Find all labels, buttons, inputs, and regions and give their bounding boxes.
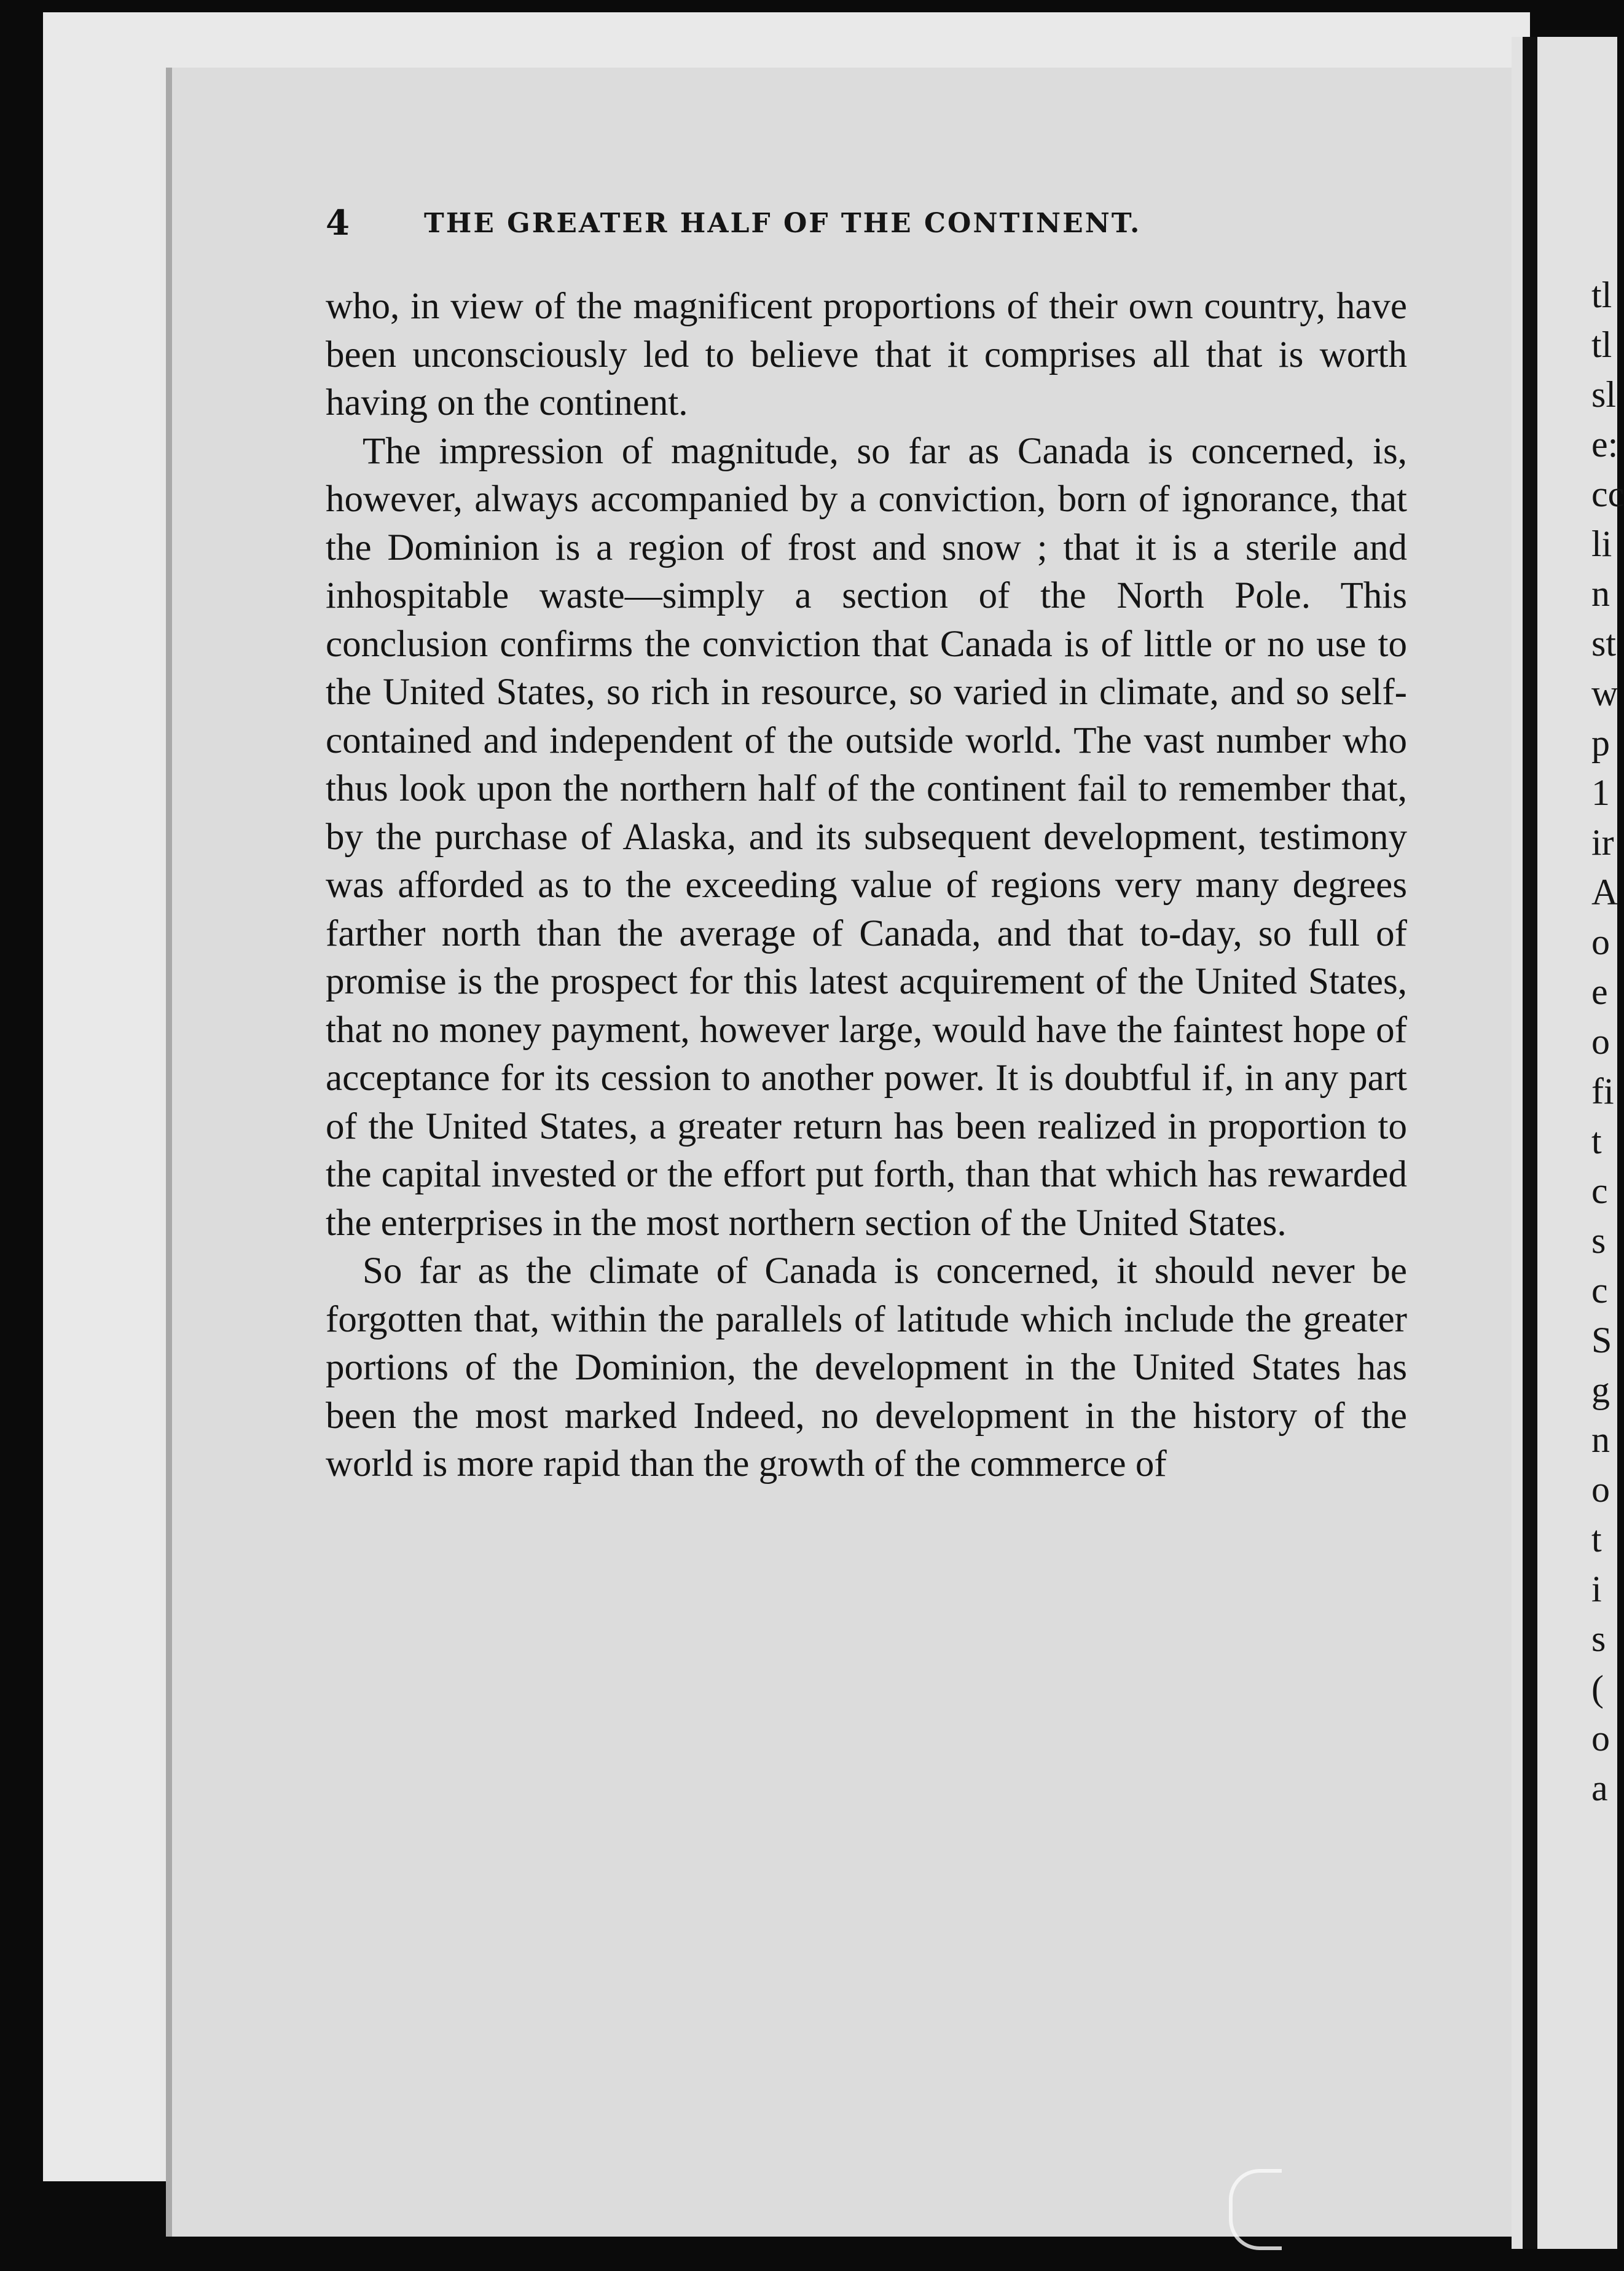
document-page xyxy=(166,68,1539,2237)
facing-page-fragment: c xyxy=(1591,1270,1608,1311)
facing-page-fragment: o xyxy=(1591,1718,1610,1759)
scan-artifact xyxy=(1229,2169,1282,2250)
facing-page-fragment: n xyxy=(1591,573,1610,614)
facing-page-fragment: t xyxy=(1591,1121,1602,1161)
facing-page-fragment: o xyxy=(1591,1469,1610,1510)
facing-page-fragment: S xyxy=(1591,1320,1612,1360)
facing-page-fragment: w xyxy=(1591,673,1618,713)
running-head: THE GREATER HALF OF THE CONTINENT. xyxy=(424,208,1142,239)
facing-page-fragment: cc xyxy=(1591,474,1624,514)
page-gutter xyxy=(1523,37,1537,2249)
facing-page-fragment: 1 xyxy=(1591,772,1610,813)
facing-page-fragment: i xyxy=(1591,1569,1602,1609)
facing-page-fragment: p xyxy=(1591,723,1610,763)
facing-page-fragment: li xyxy=(1591,524,1612,564)
paragraph: The impression of magnitude, so far as Canada is concerned, is, however, always accompanied by a conviction, born of ignorance, that the Dominion is a region of frost and snow ; that it is a sterile and inhospitable waste—simply a section of the North Pole. This conclusion confirms the conviction that Canada is of little or no use to the United States, so rich in resource, so varied in climate, and so self-contained and independent of the outside world. The vast number who thus look upon the northern half of the continent fail to remember that, by the purchase of Alaska, and its subsequent development, testimony was afforded as to the exceeding value of regions very many degrees farther north than the average of Canada, and that to-day, so full of promise is the prospect for this latest acquirement of the United States, that no money payment, however large, would have the faintest hope of acceptance for its cession to another power. It is doubtful if, in any part of the United States, a greater return has been realized in proportion to the capital invested or the effort put forth, than that which has rewarded the enterprises in the most northern section of the United States. xyxy=(326,430,1407,1244)
facing-page-fragment: n xyxy=(1591,1419,1610,1460)
facing-page-fragment: s xyxy=(1591,1618,1606,1659)
facing-page-fragment: t xyxy=(1591,1519,1602,1559)
page-content xyxy=(326,203,1407,1489)
body-text xyxy=(326,283,1407,1489)
facing-page-fragment: tl xyxy=(1591,275,1612,315)
facing-page-fragment: s xyxy=(1591,1220,1606,1261)
paragraph: who, in view of the magnificent proportions of their own country, have been unconsciously led to believe that it comprises all that is worth having on the continent. xyxy=(326,286,1407,423)
facing-page-fragment: o xyxy=(1591,922,1610,962)
facing-page-fragment: g xyxy=(1591,1370,1610,1410)
facing-page-fragment: fi xyxy=(1591,1071,1614,1112)
facing-page-text xyxy=(1591,270,1624,1813)
facing-page-fragment: o xyxy=(1591,1021,1610,1062)
facing-page-fragment: A xyxy=(1591,872,1618,912)
facing-page-fragment: ( xyxy=(1591,1668,1604,1709)
facing-page-fragment: sl xyxy=(1591,374,1617,415)
facing-page-fragment: e xyxy=(1591,971,1608,1012)
facing-page-fragment: tl xyxy=(1591,324,1612,365)
facing-page-fragment: c xyxy=(1591,1171,1608,1211)
paragraph: So far as the climate of Canada is concerned, it should never be forgotten that, within the parallels of latitude which include the greater portions of the Dominion, the development in the United States has been the most marked Indeed, no development in the history of the world is more rapid than the growth of the commerce of xyxy=(326,1250,1407,1485)
page-number: 4 xyxy=(326,203,350,243)
facing-page-fragment: st xyxy=(1591,623,1617,664)
facing-page-fragment: ir xyxy=(1591,822,1614,863)
facing-page-fragment: a xyxy=(1591,1768,1608,1808)
facing-page-fragment: e: xyxy=(1591,424,1618,465)
page-header xyxy=(326,203,1407,264)
